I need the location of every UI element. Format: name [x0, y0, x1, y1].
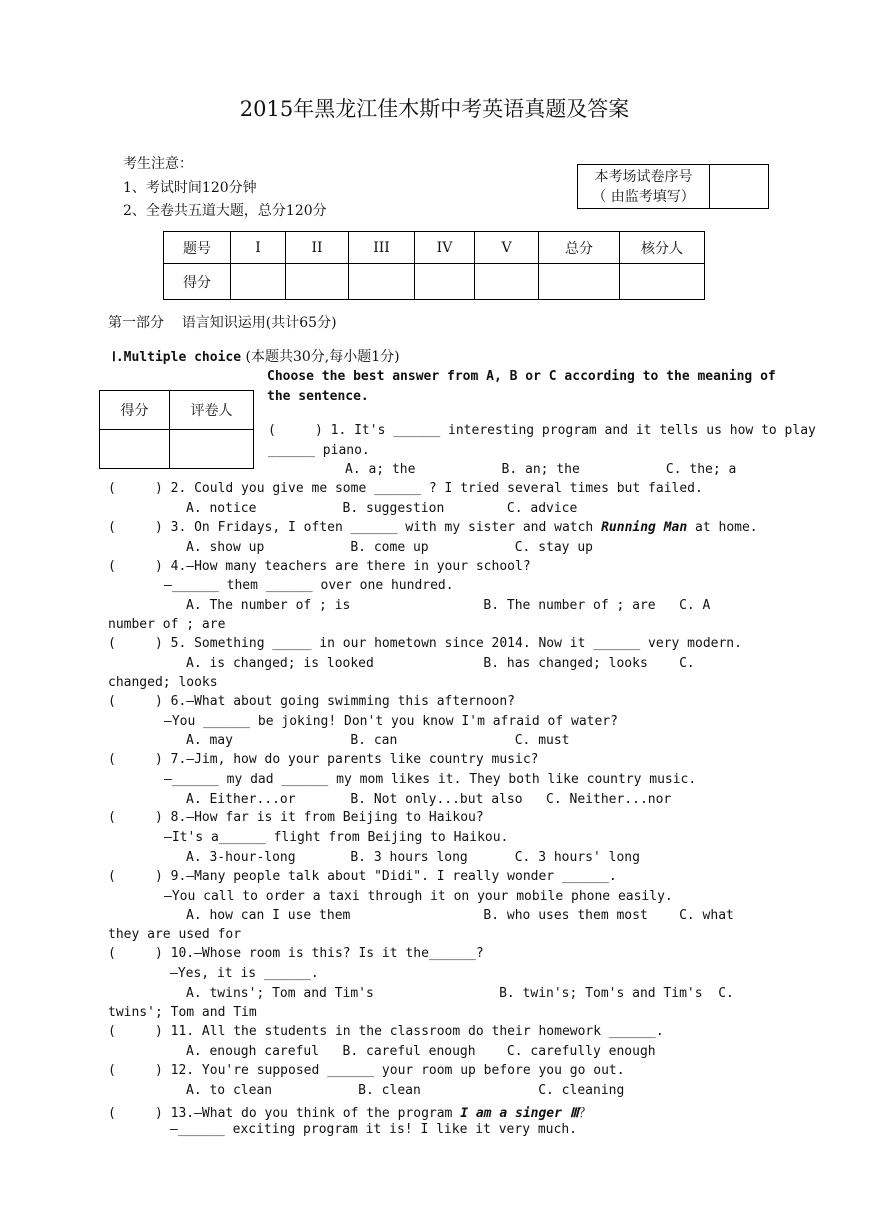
question-line: —______ exciting program it is! I like it very much. — [170, 1122, 577, 1137]
question-line: A. The number of ; is B. The number of ; are C. A — [186, 598, 711, 613]
score-header-cell: I — [231, 232, 286, 264]
score-cell[interactable] — [475, 264, 539, 300]
score-row-label: 得分 — [164, 264, 231, 300]
question-line: ( ) 8.—How far is it from Beijing to Haikou? — [108, 810, 484, 825]
question-line: ( ) 9.—Many people talk about "Didi". I really wonder ______. — [108, 869, 617, 884]
question-text: ？ — [578, 1106, 592, 1121]
program-title: I am a singer Ⅲ — [460, 1106, 579, 1121]
instruction-line: the sentence. — [267, 389, 369, 404]
grader-cell[interactable] — [100, 430, 170, 469]
question-line: A. 3-hour-long B. 3 hours long C. 3 hours' long — [186, 850, 640, 865]
question-line — [108, 1102, 592, 1121]
question-line: ( ) 10.—Whose room is this? Is it the______? — [108, 946, 484, 961]
question-line: they are used for — [108, 927, 242, 942]
grader-label: 评卷人 — [170, 391, 254, 430]
question-line: A. may B. can C. must — [186, 733, 570, 748]
question-line: A. twins'; Tom and Tim's B. twin's; Tom's and Tim's C. — [186, 986, 734, 1001]
question-line: ( ) 6.—What about going swimming this afternoon? — [108, 694, 515, 709]
question-line: A. Either...or B. Not only...but also C. Neither...nor — [186, 792, 672, 807]
question-line: twins'; Tom and Tim — [108, 1005, 257, 1020]
seat-label-line: （ 由监考填写） — [592, 188, 695, 205]
program-title: Running Man — [601, 520, 688, 535]
page-title: 2015年黑龙江佳木斯中考英语真题及答案 — [239, 97, 630, 121]
seat-label-line: 本考场试卷序号 — [594, 168, 693, 185]
question-line: A. is changed; is looked B. has changed; looks C. — [186, 656, 695, 671]
question-line: changed; looks — [108, 675, 218, 690]
seat-number-box — [577, 164, 769, 209]
score-cell[interactable] — [539, 264, 620, 300]
score-header-cell: 核分人 — [620, 232, 705, 264]
question-line: ( ) 5. Something _____ in our hometown since 2014. Now it ______ very modern. — [108, 636, 742, 651]
part-heading: 第一部分 语言知识运用(共计65分) — [108, 315, 337, 331]
question-line: ( ) 11. All the students in the classroom do their homework ______. — [108, 1024, 664, 1039]
question-options: A. show up B. come up C. stay up — [186, 540, 593, 555]
instruction-line: Choose the best answer from A, B or C according to the meaning of — [267, 369, 776, 384]
score-table — [163, 231, 705, 300]
score-cell[interactable] — [620, 264, 705, 300]
question-line: A. to clean B. clean C. cleaning — [186, 1083, 625, 1098]
question-line: ( ) 4.—How many teachers are there in your school? — [108, 559, 531, 574]
question-line: —You call to order a taxi through it on your mobile phone easily. — [164, 889, 673, 904]
question-line: ______ piano. — [268, 443, 370, 458]
grader-box — [99, 390, 254, 469]
score-cell[interactable] — [286, 264, 349, 300]
question-line: A. a; the B. an; the C. the; a — [345, 462, 737, 477]
notice-item: 2、全卷共五道大题，总分120分 — [123, 203, 327, 219]
score-cell[interactable] — [415, 264, 475, 300]
question-line — [108, 520, 758, 535]
score-cell[interactable] — [231, 264, 286, 300]
grader-label: 得分 — [100, 391, 170, 430]
question-line: ( ) 2. Could you give me some ______ ? I tried several times but failed. — [108, 481, 703, 496]
question-line: A. enough careful B. careful enough C. carefully enough — [186, 1044, 656, 1059]
score-header-cell: 总分 — [539, 232, 620, 264]
question-line: A. notice B. suggestion C. advice — [186, 501, 578, 516]
question-text: at home. — [687, 520, 758, 535]
question-line: ( ) 1. It's ______ interesting program and it tells us how to play — [268, 423, 816, 438]
notice-heading: 考生注意： — [123, 156, 193, 172]
question-line: A. how can I use them B. who uses them most C. what — [186, 908, 734, 923]
question-line: ( ) 12. You're supposed ______ your room up before you go out. — [108, 1063, 625, 1078]
section-label: Ⅰ.Multiple choice — [112, 350, 242, 365]
question-text: ( ) 13.—What do you think of the program — [108, 1106, 461, 1121]
section-note: (本题共30分,每小题1分) — [245, 349, 400, 365]
question-line: number of ; are — [108, 617, 226, 632]
score-header-cell: II — [286, 232, 349, 264]
question-line: —You ______ be joking! Don't you know I'm afraid of water? — [164, 714, 618, 729]
score-header-cell: 题号 — [164, 232, 231, 264]
score-header-cell: III — [349, 232, 415, 264]
section-heading — [112, 346, 400, 366]
question-line: —It's a______ flight from Beijing to Haikou. — [164, 830, 509, 845]
question-line: ( ) 7.—Jim, how do your parents like country music? — [108, 752, 539, 767]
question-line: —Yes, it is ______. — [170, 966, 319, 981]
question-line: —______ my dad ______ my mom likes it. They both like country music. — [164, 772, 697, 787]
seat-number-cell[interactable] — [710, 165, 769, 209]
grader-cell[interactable] — [170, 430, 254, 469]
question-text: ( ) 3. On Fridays, I often ______ with my sister and watch — [108, 520, 602, 535]
seat-number-label — [578, 165, 710, 209]
question-line: —______ them ______ over one hundred. — [164, 578, 454, 593]
score-header-cell: V — [475, 232, 539, 264]
score-cell[interactable] — [349, 264, 415, 300]
notice-item: 1、考试时间120分钟 — [123, 180, 257, 196]
score-header-cell: IV — [415, 232, 475, 264]
